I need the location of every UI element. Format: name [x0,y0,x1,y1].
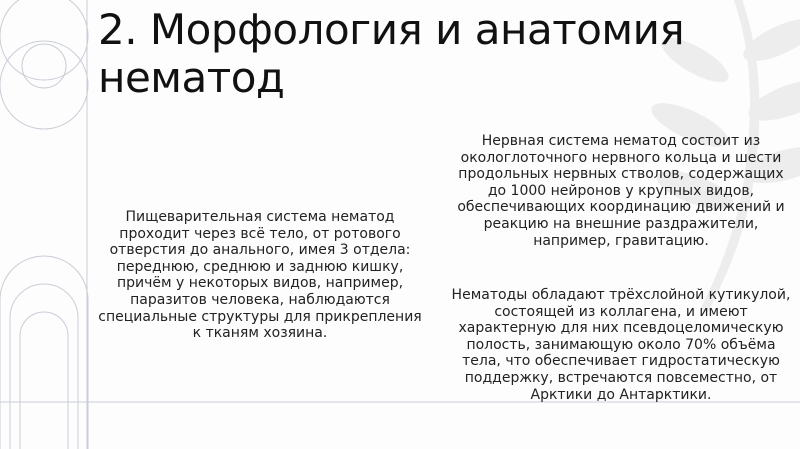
cuticle-paragraph: Нематоды обладают трёхслойной кутикулой, состоящей из коллагена, и имеют характерную для них псевдоцеломическую полость, занимающую около 70% объёма тела, что обеспечивает гидростатическую поддержку, встречаются повсеместно, от Арктики до Антарктики. [451,287,791,403]
nervous-system-paragraph: Нервная система нематод состоит из окологлоточного нервного кольца и шести продольных нервных стволов, содержащих до 1000 нейронов у крупных видов, обеспечивающих координацию движений и реакцию на внешние раздражители, например, гравитацию. [457,133,785,249]
digestive-system-paragraph: Пищеварительная система нематод проходит через всё тело, от ротового отверстия до анального, имея 3 отдела: переднюю, среднюю и заднюю кишку, причём у некоторых видов, например, паразитов человека, наблюдаются специальные структуры для прикрепления к тканям хозяина. [98,209,422,342]
slide-title: 2. Морфология и анатомия нематод [98,5,685,102]
